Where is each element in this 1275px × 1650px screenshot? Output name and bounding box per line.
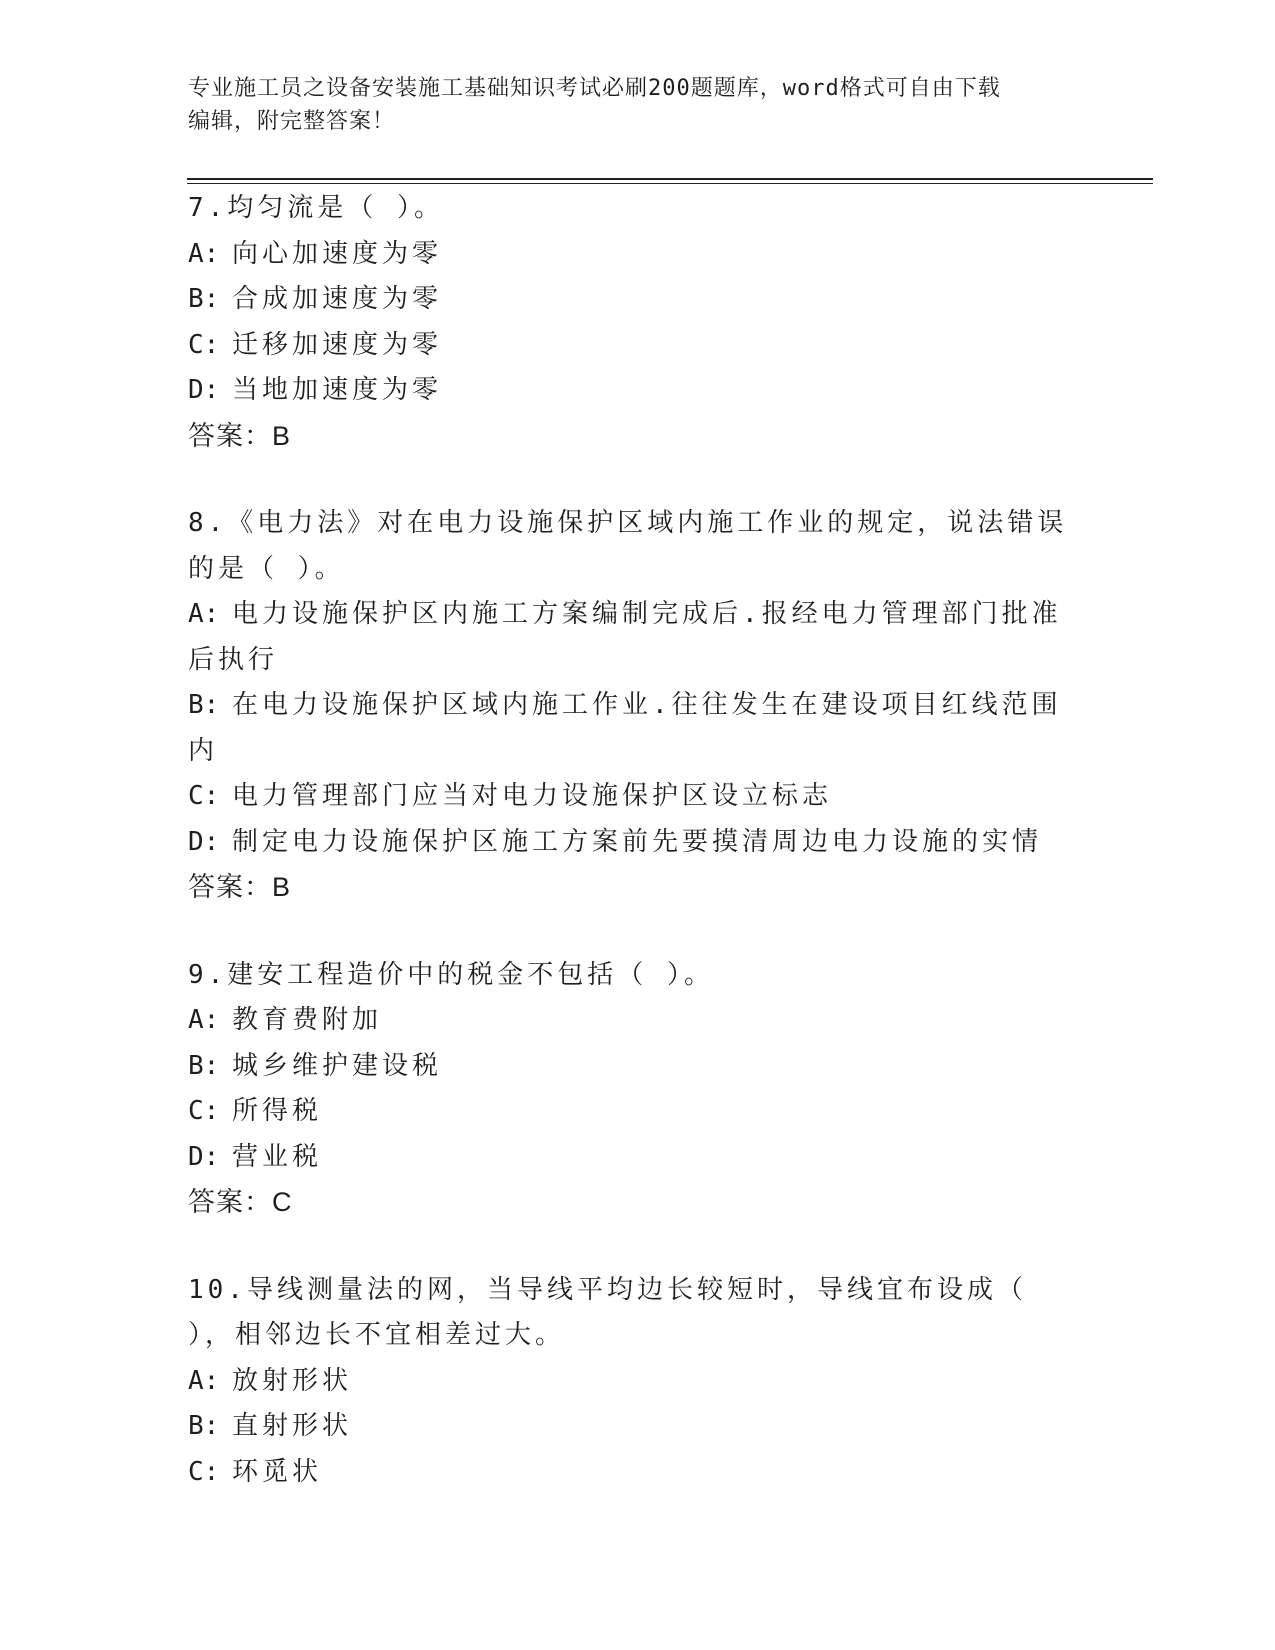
option-letter: D: bbox=[188, 375, 220, 405]
option-a bbox=[188, 1359, 1068, 1405]
option-text: 电力设施保护区内施工方案编制完成后.报经电力管理部门批准后执行 bbox=[188, 599, 1062, 675]
option-letter: B: bbox=[188, 284, 220, 314]
question-7 bbox=[188, 186, 1068, 459]
option-text: 迁移加速度为零 bbox=[232, 329, 443, 360]
option-text: 所得税 bbox=[232, 1096, 323, 1126]
option-letter: D: bbox=[188, 826, 220, 857]
answer-line: 答案：B bbox=[188, 420, 292, 451]
option-text: 城乡维护建设税 bbox=[232, 1050, 443, 1081]
header-divider-thin bbox=[187, 183, 1153, 184]
question-stem: 10.导线测量法的网，当导线平均边长较短时，导线宜布设成（ ），相邻边长不宜相差过大。 bbox=[188, 1274, 1027, 1350]
option-c bbox=[188, 774, 1068, 820]
option-a bbox=[188, 592, 1068, 683]
option-b bbox=[188, 683, 1068, 774]
option-letter: A: bbox=[188, 238, 220, 269]
option-text: 制定电力设施保护区施工方案前先要摸清周边电力设施的实情 bbox=[232, 826, 1043, 857]
option-letter: C: bbox=[188, 781, 220, 811]
option-letter: A: bbox=[188, 1005, 220, 1035]
option-b bbox=[188, 1044, 1068, 1090]
option-text: 教育费附加 bbox=[232, 1005, 383, 1035]
document-header bbox=[188, 72, 1068, 138]
option-d bbox=[188, 1135, 1068, 1181]
option-letter: A: bbox=[188, 1365, 220, 1396]
option-c bbox=[188, 323, 1068, 369]
option-c bbox=[188, 1089, 1068, 1135]
question-8 bbox=[188, 501, 1068, 911]
header-line-2: 编辑，附完整答案！ bbox=[188, 109, 396, 134]
question-stem: 7.均匀流是（ ）。 bbox=[188, 193, 444, 223]
answer-line: 答案：B bbox=[188, 872, 292, 902]
option-text: 营业税 bbox=[232, 1141, 323, 1172]
option-a bbox=[188, 998, 1068, 1044]
option-letter: B: bbox=[188, 1050, 220, 1081]
option-text: 电力管理部门应当对电力设施保护区设立标志 bbox=[232, 781, 833, 811]
option-b bbox=[188, 277, 1068, 323]
question-stem: 9.建安工程造价中的税金不包括（ ）。 bbox=[188, 959, 714, 990]
answer-line: 答案：C bbox=[188, 1187, 293, 1217]
option-letter: B: bbox=[188, 690, 220, 720]
option-letter: C: bbox=[188, 1096, 220, 1126]
option-d bbox=[188, 368, 1068, 414]
option-text: 放射形状 bbox=[232, 1365, 353, 1396]
option-letter: C: bbox=[188, 1456, 220, 1487]
option-text: 合成加速度为零 bbox=[232, 284, 443, 314]
option-letter: D: bbox=[188, 1141, 220, 1172]
header-line-1: 专业施工员之设备安装施工基础知识考试必刷200题题库，word格式可自由下载 bbox=[188, 76, 1001, 101]
option-text: 环觅状 bbox=[232, 1456, 323, 1487]
option-text: 在电力设施保护区域内施工作业.往往发生在建设项目红线范围内 bbox=[188, 690, 1062, 766]
option-b bbox=[188, 1404, 1068, 1450]
question-9 bbox=[188, 953, 1068, 1226]
option-letter: B: bbox=[188, 1411, 220, 1441]
question-list bbox=[188, 186, 1068, 1537]
option-text: 直射形状 bbox=[232, 1411, 353, 1441]
question-stem: 8.《电力法》对在电力设施保护区域内施工作业的规定，说法错误的是（ ）。 bbox=[188, 508, 1068, 584]
header-divider-thick bbox=[187, 178, 1153, 180]
option-text: 向心加速度为零 bbox=[232, 238, 443, 269]
question-10 bbox=[188, 1268, 1068, 1496]
option-c bbox=[188, 1450, 1068, 1496]
option-d bbox=[188, 820, 1068, 866]
option-text: 当地加速度为零 bbox=[232, 375, 443, 405]
option-letter: C: bbox=[188, 329, 220, 360]
option-a bbox=[188, 232, 1068, 278]
option-letter: A: bbox=[188, 599, 220, 629]
